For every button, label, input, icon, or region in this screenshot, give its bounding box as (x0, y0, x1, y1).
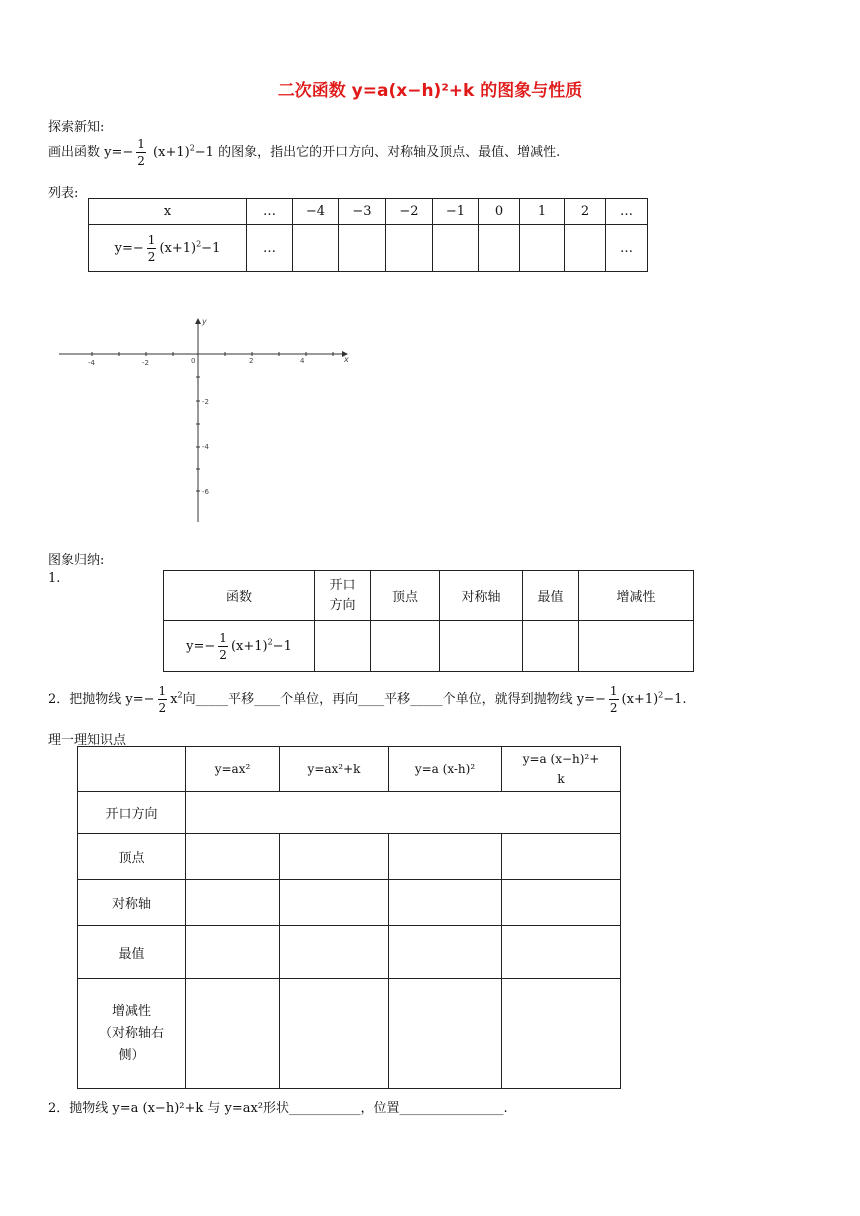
header-cell: 顶点 (371, 571, 440, 621)
table-cell: −4 (293, 199, 339, 225)
row-label: 最值 (78, 926, 186, 979)
row-label: 增减性 （对称轴右 侧） (78, 979, 186, 1089)
x-tick-label: 0 (191, 357, 196, 365)
table-cell[interactable] (280, 926, 389, 979)
coordinate-axes (55, 312, 360, 527)
table-cell[interactable] (280, 834, 389, 880)
table-cell[interactable] (440, 621, 523, 672)
task-fraction: $\frac{1}{2}$ (137, 137, 145, 168)
shift-sentence: 2．把抛物线 y=− $\frac{1}{2}$ $x^2$向_____平移____个单位，再向____平移_____个单位，就得到抛物线 y=− $\frac{1}{2}$ $(x+1)^2-1$. (48, 684, 687, 715)
table-cell[interactable] (186, 834, 280, 880)
knowledge-table (77, 746, 621, 1089)
value-table (88, 198, 648, 272)
table-cell: … (247, 199, 293, 225)
header-cell: y=ax²+k (280, 747, 389, 792)
table-cell[interactable] (479, 225, 520, 272)
x-tick-label: 2 (249, 357, 254, 365)
table-cell[interactable]: … (247, 225, 293, 272)
y-label-cell: y=− $\frac{1}{2}$ $(x+1)^2-1$ (89, 225, 247, 272)
header-cell: 最值 (523, 571, 579, 621)
table-cell[interactable] (339, 225, 386, 272)
y-tick-label: -6 (202, 488, 209, 496)
table-cell: −3 (339, 199, 386, 225)
header-cell: y=a (x-h)² (389, 747, 502, 792)
x-label-cell: x (89, 199, 247, 225)
row-label: 顶点 (78, 834, 186, 880)
row-label: 开口方向 (78, 792, 186, 834)
task-suffix: −1 的图象，指出它的开口方向、对称轴及顶点、最值、增减性. (194, 145, 561, 160)
table-cell[interactable] (371, 621, 440, 672)
table-cell[interactable] (389, 880, 502, 926)
table-cell[interactable] (433, 225, 479, 272)
header-cell: 增减性 (579, 571, 694, 621)
row-label: 对称轴 (78, 880, 186, 926)
explore-heading: 探索新知: (48, 120, 105, 135)
y-tick-label: -4 (202, 443, 209, 451)
table-cell: −2 (386, 199, 433, 225)
table-cell[interactable] (186, 792, 621, 834)
y-axis-label: y (202, 317, 207, 326)
header-cell: y=a (x−h)²+ k (502, 747, 621, 792)
table-cell[interactable] (523, 621, 579, 672)
table-cell: 0 (479, 199, 520, 225)
table-cell: … (606, 199, 648, 225)
header-cell: 函数 (164, 571, 315, 621)
table-cell[interactable] (186, 880, 280, 926)
table-cell[interactable] (502, 880, 621, 926)
table-row (78, 834, 621, 880)
header-cell: y=ax² (186, 747, 280, 792)
table-cell[interactable] (502, 834, 621, 880)
function-cell: y=− $\frac{1}{2}$ $(x+1)^2-1$ (164, 621, 315, 672)
x-tick-label: -4 (88, 359, 95, 367)
table-cell[interactable] (579, 621, 694, 672)
x-axis-label: x (344, 355, 349, 364)
table-cell[interactable] (389, 979, 502, 1089)
task-exp: 2 (189, 143, 195, 153)
y-tick-label: -2 (202, 398, 209, 406)
header-cell: 对称轴 (440, 571, 523, 621)
table-cell[interactable] (502, 926, 621, 979)
task-expr: (x+1) (153, 145, 190, 160)
table-row (78, 926, 621, 979)
explore-task (48, 138, 560, 167)
table-cell[interactable] (315, 621, 371, 672)
header-cell: 开口方向 (315, 571, 371, 621)
table-cell[interactable] (389, 926, 502, 979)
table-cell[interactable] (386, 225, 433, 272)
table-row (78, 880, 621, 926)
table-row (89, 199, 648, 225)
x-tick-label: -2 (142, 359, 149, 367)
summary-heading: 图象归纳: (48, 553, 105, 568)
knowledge-heading: 理一理知识点 (48, 733, 127, 748)
table-row (89, 225, 648, 272)
table-cell[interactable] (280, 880, 389, 926)
table-cell[interactable] (520, 225, 565, 272)
table-cell[interactable] (389, 834, 502, 880)
table-row (164, 571, 694, 621)
x-tick-label: 4 (300, 357, 305, 365)
table-cell[interactable] (565, 225, 606, 272)
task-prefix: 画出函数 y=− (48, 145, 134, 160)
page-title: 二次函数 y=a(x−h)²+k 的图象与性质 (277, 81, 583, 101)
table-cell[interactable]: … (606, 225, 648, 272)
table-cell[interactable] (502, 979, 621, 1089)
final-sentence: 2．抛物线 y=a (x−h)²+k 与 y=ax²形状___________，位置________________. (48, 1101, 508, 1116)
table-cell[interactable] (280, 979, 389, 1089)
table-row (78, 979, 621, 1089)
table-row (164, 621, 694, 672)
table-cell[interactable] (186, 979, 280, 1089)
table-cell: 1 (520, 199, 565, 225)
table-row (78, 747, 621, 792)
table-cell[interactable] (293, 225, 339, 272)
summary-table (163, 570, 694, 672)
corner-cell (78, 747, 186, 792)
summary-item1: 1. (48, 571, 61, 586)
table-cell: 2 (565, 199, 606, 225)
table-cell: −1 (433, 199, 479, 225)
list-heading: 列表: (48, 186, 79, 201)
table-cell[interactable] (186, 926, 280, 979)
table-row (78, 792, 621, 834)
